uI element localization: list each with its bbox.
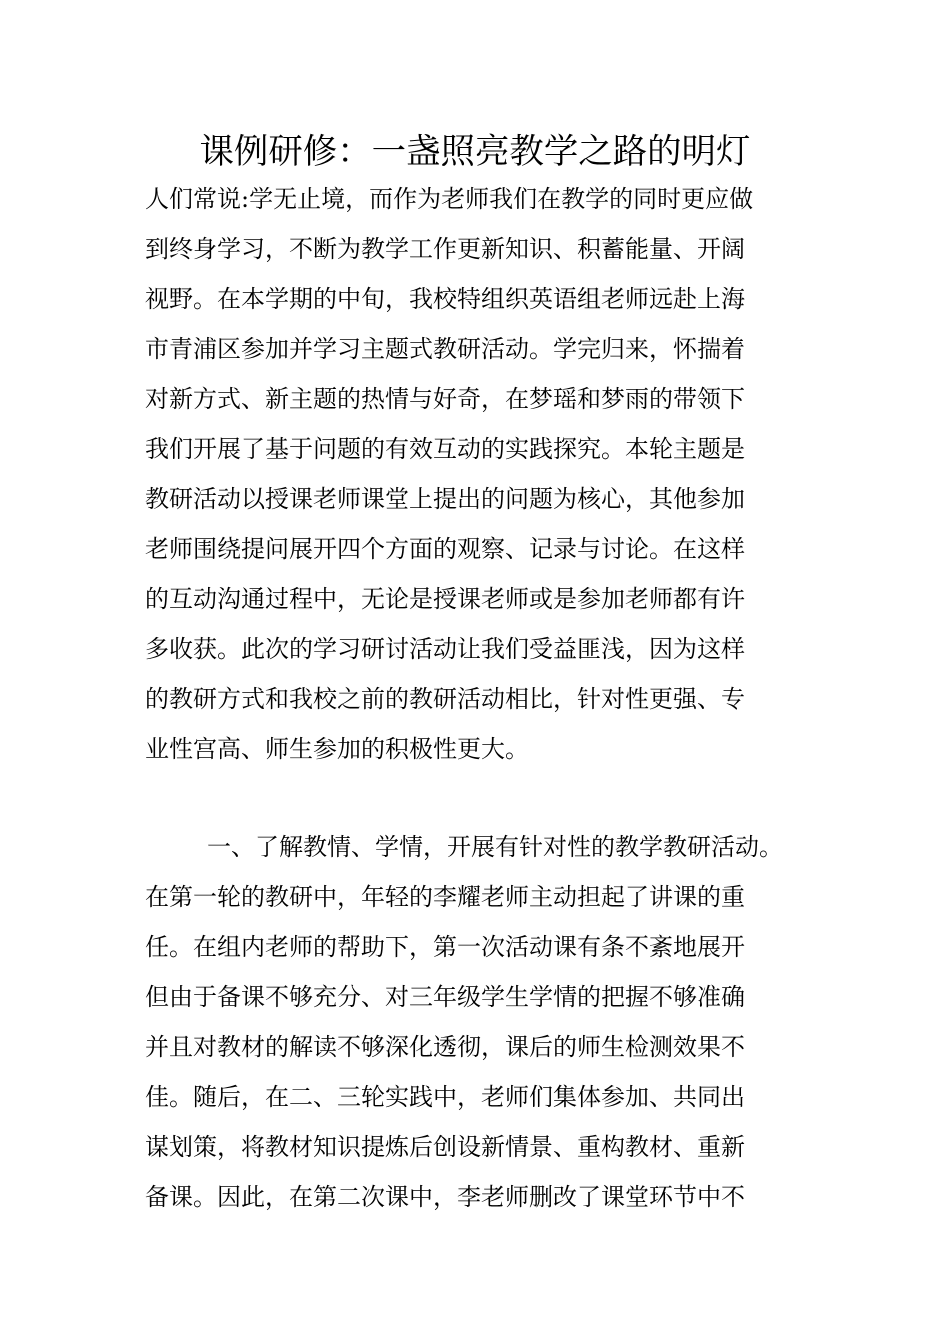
section-heading: 一、了解教情、学情，开展有针对性的教学教研活动。 [207, 833, 783, 861]
paragraph-line: 到终身学习，不断为教学工作更新知识、积蓄能量、开阔 [145, 235, 745, 263]
paragraph-line: 教研活动以授课老师课堂上提出的问题为核心，其他参加 [145, 485, 745, 513]
paragraph-line: 视野。在本学期的中旬，我校特组织英语组老师远赴上海 [145, 285, 745, 313]
paragraph-line: 谋划策，将教材知识提炼后创设新情景、重构教材、重新 [145, 1133, 745, 1161]
paragraph-line: 老师围绕提问展开四个方面的观察、记录与讨论。在这样 [145, 535, 745, 563]
paragraph-line: 对新方式、新主题的热情与好奇，在梦瑶和梦雨的带领下 [145, 385, 745, 413]
paragraph-line: 多收获。此次的学习研讨活动让我们受益匪浅，因为这样 [145, 635, 745, 663]
paragraph-line: 佳。随后，在二、三轮实践中，老师们集体参加、共同出 [145, 1083, 745, 1111]
paragraph-line: 任。在组内老师的帮助下，第一次活动课有条不紊地展开 [145, 933, 745, 961]
document-title: 课例研修：一盏照亮教学之路的明灯 [199, 132, 751, 172]
paragraph-line: 在第一轮的教研中，年轻的李耀老师主动担起了讲课的重 [145, 883, 745, 911]
paragraph-line: 备课。因此，在第二次课中，李老师删改了课堂环节中不 [145, 1183, 745, 1211]
paragraph-line: 我们开展了基于问题的有效互动的实践探究。本轮主题是 [145, 435, 745, 463]
paragraph-line: 市青浦区参加并学习主题式教研活动。学完归来，怀揣着 [145, 335, 745, 363]
paragraph-line: 但由于备课不够充分、对三年级学生学情的把握不够准确 [145, 983, 745, 1011]
paragraph-line: 并且对教材的解读不够深化透彻，课后的师生检测效果不 [145, 1033, 745, 1061]
paragraph-line: 的互动沟通过程中，无论是授课老师或是参加老师都有许 [145, 585, 745, 613]
paragraph-line: 业性宫高、师生参加的积极性更大。 [145, 735, 529, 763]
paragraph-line: 人们常说:学无止境，而作为老师我们在教学的同时更应做 [145, 185, 754, 213]
paragraph-line: 的教研方式和我校之前的教研活动相比，针对性更强、专 [145, 685, 745, 713]
